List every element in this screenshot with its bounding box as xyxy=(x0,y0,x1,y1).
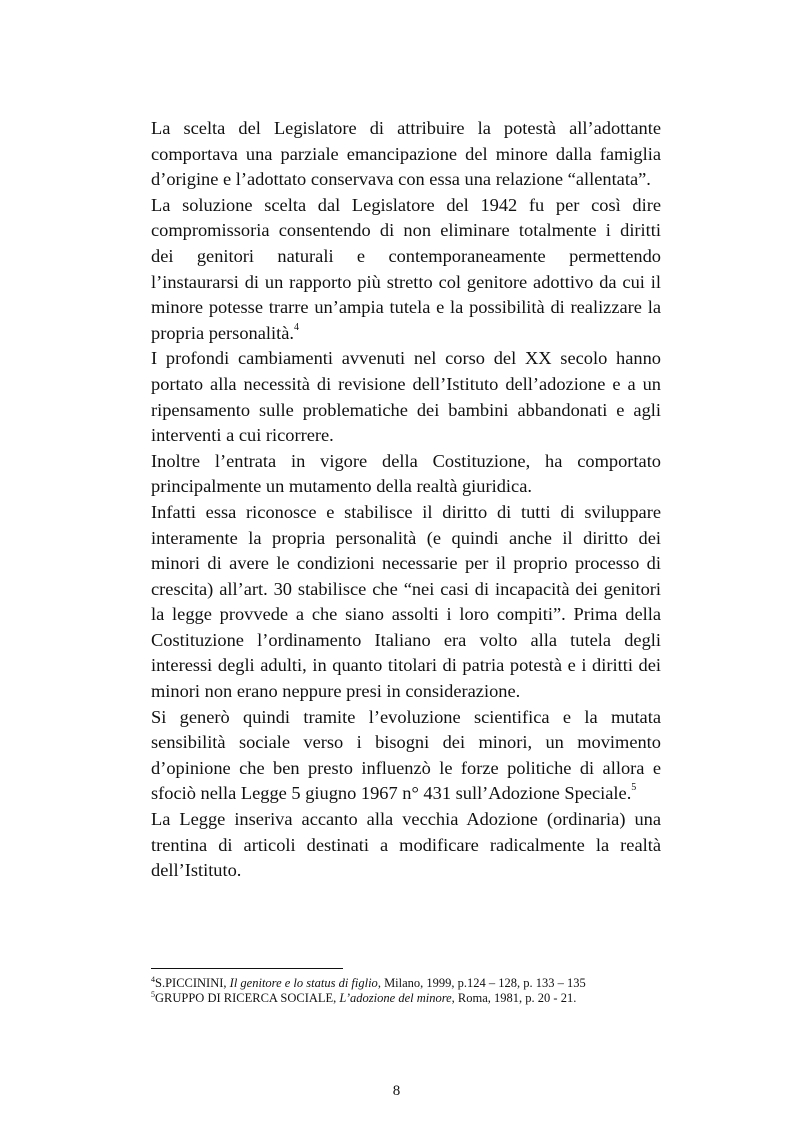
text-line: interventi a cui ricorrere. xyxy=(151,425,334,446)
text-line: l’instaurarsi di un rapporto più stretto col genitore adottivo da cui il xyxy=(151,271,661,292)
text-line: dei genitori naturali e contemporaneamente permettendo xyxy=(151,245,661,266)
footnote-author: S.PICCININI, xyxy=(155,976,230,990)
footnote-ref: 4 xyxy=(294,321,299,333)
text-line: sensibilità sociale verso i bisogni dei minori, un movimento xyxy=(151,732,661,753)
text-line: La scelta del Legislatore di attribuire la potestà all’adottante xyxy=(151,118,661,138)
text-line: trentina di articoli destinati a modificare radicalmente la realtà xyxy=(151,834,661,855)
paragraph xyxy=(151,193,661,347)
text-line: la legge provvede a che siano assolti i loro compiti”. Prima della xyxy=(151,604,661,625)
footnote-details: , Roma, 1981, p. 20 - 21. xyxy=(451,991,577,1005)
text-line: d’opinione che ben presto influenzò le forze politiche di allora e xyxy=(151,757,661,778)
footnote-number: 4 xyxy=(151,974,155,984)
text-line: minori non erano neppure presi in considerazione. xyxy=(151,681,521,702)
text-line: La soluzione scelta dal Legislatore del 1942 fu per così dire xyxy=(151,194,661,215)
paragraph xyxy=(151,346,661,448)
footnote-details: , Milano, 1999, p.124 – 128, p. 133 – 135 xyxy=(377,976,586,990)
text-line: propria personalità.$^4$ xyxy=(151,321,299,343)
text-line: portato alla necessità di revisione dell’Istituto dell’adozione e a un xyxy=(151,373,661,394)
footnote xyxy=(151,991,671,1006)
text-line: interessi degli adulti, in quanto titolari di patria potestà e i diritti dei xyxy=(151,655,661,676)
text-line: sfociò nella Legge 5 giugno 1967 n° 431 sull’Adozione Speciale.$^5$ xyxy=(151,782,637,804)
paragraph xyxy=(151,500,661,705)
footnotes xyxy=(151,976,671,1006)
text-line: Infatti essa riconosce e stabilisce il diritto di tutti di sviluppare xyxy=(151,501,661,522)
text-line: Si generò quindi tramite l’evoluzione scientifica e la mutata xyxy=(151,706,661,727)
footnote-separator xyxy=(151,968,343,969)
text-line: minore potesse trarre un’ampia tutela e la possibilità di realizzare la xyxy=(151,297,661,318)
paragraph xyxy=(151,705,661,807)
paragraph xyxy=(151,116,661,193)
text-line: minori di avere le condizioni necessarie per il proprio processo di xyxy=(151,553,661,574)
text-line: Inoltre l’entrata in vigore della Costituzione, ha comportato xyxy=(151,450,661,471)
footnote xyxy=(151,976,671,991)
footnote-author: GRUPPO DI RICERCA SOCIALE, xyxy=(155,991,340,1005)
text-line: d’origine e l’adottato conservava con essa una relazione “allentata”. xyxy=(151,169,651,190)
text-line: principalmente un mutamento della realtà giuridica. xyxy=(151,476,532,497)
footnote-title: Il genitore e lo status di figlio xyxy=(229,976,378,990)
paragraph xyxy=(151,449,661,500)
footnote-number: 5 xyxy=(151,989,155,999)
text-line: comportava una parziale emancipazione del minore dalla famiglia xyxy=(151,143,661,164)
text-line: compromissoria consentendo di non eliminare totalmente i diritti xyxy=(151,220,661,241)
footnote-title: L’adozione del minore xyxy=(339,991,452,1005)
paragraph xyxy=(151,807,661,884)
text-line: I profondi cambiamenti avvenuti nel corso del XX secolo hanno xyxy=(151,348,661,369)
text-line: La Legge inseriva accanto alla vecchia Adozione (ordinaria) una xyxy=(151,809,661,830)
body-text xyxy=(151,116,661,884)
page-number: 8 xyxy=(392,1083,401,1099)
text-line: interamente la propria personalità (e quindi anche il diritto dei xyxy=(151,527,661,548)
text-line: ripensamento sulle problematiche dei bambini abbandonati e agli xyxy=(151,399,661,420)
footnote-ref: 5 xyxy=(631,782,637,794)
text-line: crescita) all’art. 30 stabilisce che “nei casi di incapacità dei genitori xyxy=(151,578,661,599)
text-line: Costituzione l’ordinamento Italiano era volto alla tutela degli xyxy=(151,629,661,650)
text-line: dell’Istituto. xyxy=(151,860,242,881)
